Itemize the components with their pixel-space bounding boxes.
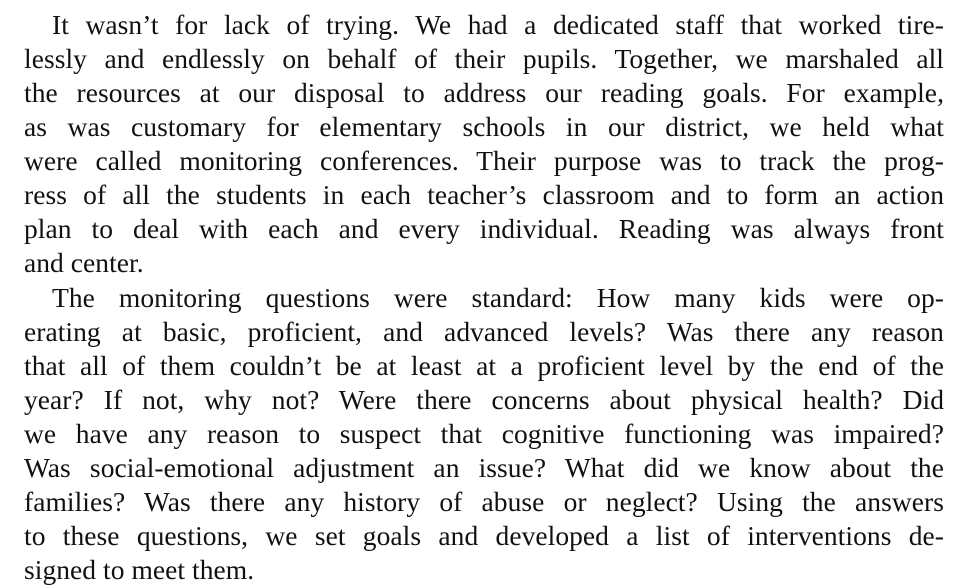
paragraph-2-line-9: signed to meet them.: [24, 554, 255, 585]
paragraph-2-line-4: year? If not, why not? Were there concerns about physical health? Did: [24, 384, 944, 415]
paragraph-2-line-3: that all of them couldn’t be at least at a proficient level by the end of the: [24, 350, 944, 381]
paragraph-1-line-3: the resources at our disposal to address our reading goals. For example,: [24, 77, 944, 108]
paragraph-1-line-4: as was customary for elementary schools in our district, we held what: [24, 111, 944, 142]
paragraph-2-line-6: Was social-emotional adjustment an issue? What did we know about the: [24, 452, 944, 483]
paragraph-2-line-8: to these questions, we set goals and developed a list of interventions de-: [24, 520, 944, 551]
paragraph-1-line-8: and center.: [24, 247, 144, 278]
paragraph-1-line-2: lessly and endlessly on behalf of their pupils. Together, we marshaled all: [24, 43, 944, 74]
paragraph-1-line-1: It wasn’t for lack of trying. We had a dedicated staff that worked tire-: [52, 9, 944, 40]
paragraph-2-line-1: The monitoring questions were standard: How many kids were op-: [52, 282, 944, 313]
paragraph-1-line-7: plan to deal with each and every individual. Reading was always front: [24, 213, 944, 244]
paragraph-1-line-6: ress of all the students in each teacher’s classroom and to form an action: [24, 179, 944, 210]
paragraph-2-line-2: erating at basic, proficient, and advanced levels? Was there any reason: [24, 316, 944, 347]
paragraph-2-line-5: we have any reason to suspect that cognitive functioning was impaired?: [24, 418, 944, 449]
paragraph-1-line-5: were called monitoring conferences. Their purpose was to track the prog-: [24, 145, 944, 176]
paragraph-2-line-7: families? Was there any history of abuse or neglect? Using the answers: [24, 486, 944, 517]
